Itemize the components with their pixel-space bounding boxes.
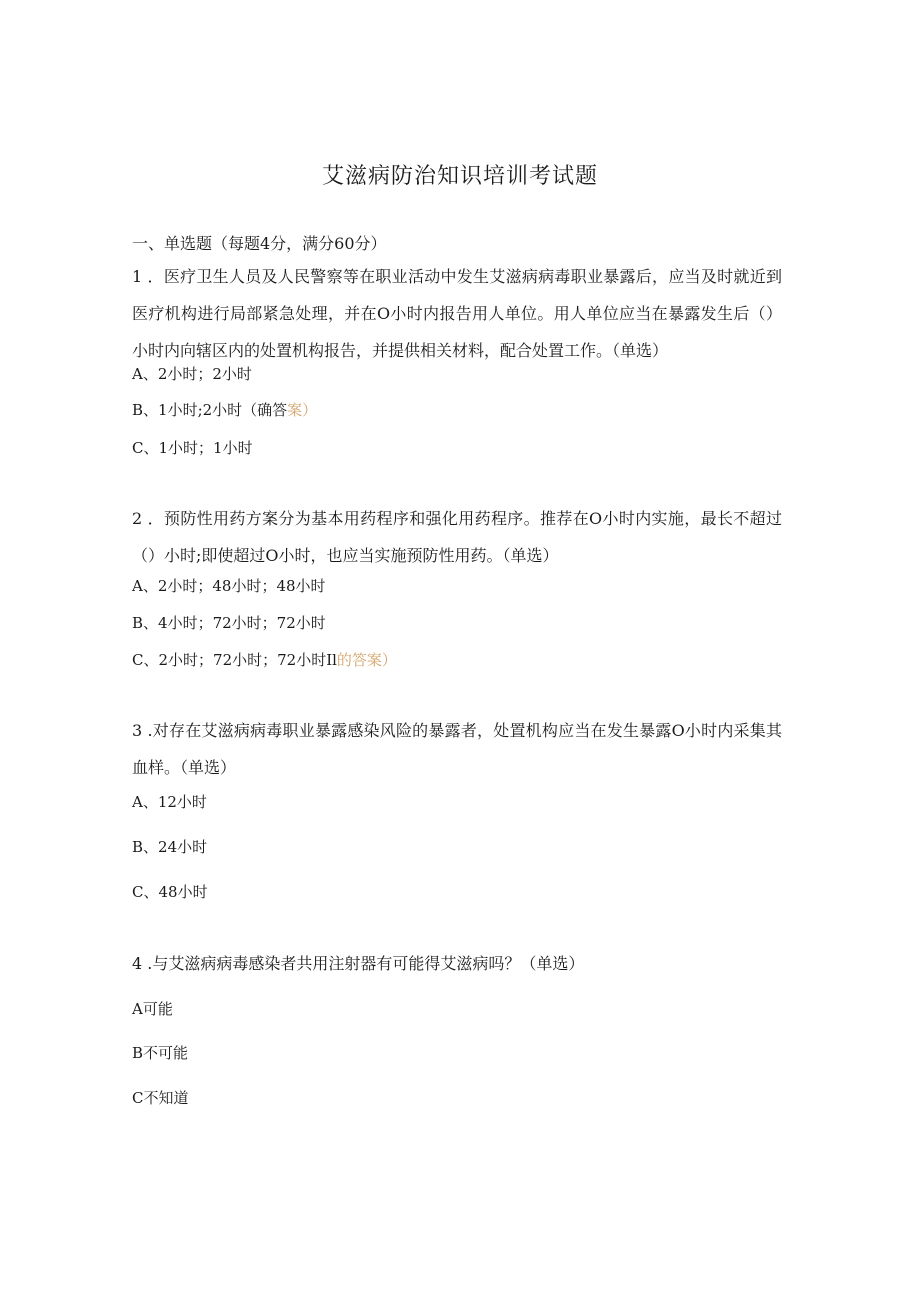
question-2-option-c bbox=[132, 648, 397, 672]
question-4-option-c bbox=[132, 1086, 188, 1110]
answer-mark: 的答案） bbox=[336, 651, 397, 669]
question-3-text: 3 .对存在艾滋病病毒职业暴露感染风险的暴露者，处置机构应当在发生暴露O小时内采集其血样。（单选） bbox=[132, 721, 782, 777]
option-text: B、4小时；72小时；72小时 bbox=[132, 614, 326, 632]
option-text: C不知道 bbox=[132, 1089, 189, 1107]
question-1-text: 1 ．医疗卫生人员及人民警察等在职业活动中发生艾滋病病毒职业暴露后，应当及时就近到医疗机构进行局部紧急处理，并在O小时内报告用人单位。用人单位应当在暴露发生后（）小时内向辖区内的处置机构报告，并提供相关材料，配合处置工作。（单选） bbox=[132, 267, 782, 360]
option-text: B不可能 bbox=[132, 1044, 189, 1062]
answer-mark: 案） bbox=[287, 401, 318, 419]
question-1-option-a bbox=[132, 362, 252, 386]
question-2-text: 2 ．预防性用药方案分为基本用药程序和强化用药程序。推荐在O小时内实施，最长不超过（）小时;即使超过O小时，也应当实施预防性用药。（单选） bbox=[132, 509, 782, 565]
option-text: A、2小时；2小时 bbox=[132, 365, 252, 383]
option-text: A、12小时 bbox=[132, 793, 207, 811]
question-1-option-b bbox=[132, 398, 317, 422]
option-text: C、2小时；72小时；72小时Il bbox=[132, 651, 337, 669]
question-4-text: 4 .与艾滋病病毒感染者共用注射器有可能得艾滋病吗？（单选） bbox=[132, 954, 585, 973]
option-text: B、1小时;2小时（确答 bbox=[132, 401, 288, 419]
option-text: C、1小时；1小时 bbox=[132, 439, 253, 457]
question-1-option-c bbox=[132, 436, 253, 460]
exam-title: 艾滋病防治知识培训考试题 bbox=[321, 164, 598, 189]
question-4-option-b bbox=[132, 1041, 188, 1065]
question-2-option-a bbox=[132, 574, 326, 598]
option-text: A、2小时；48小时；48小时 bbox=[132, 577, 326, 595]
question-2-option-b bbox=[132, 611, 326, 635]
question-3-option-c bbox=[132, 880, 208, 904]
question-3-option-b bbox=[132, 835, 207, 859]
option-text: A可能 bbox=[132, 1000, 173, 1018]
option-text: B、24小时 bbox=[132, 838, 208, 856]
question-4-option-a bbox=[132, 997, 173, 1021]
section-heading: 一、单选题（每题4分，满分60分） bbox=[132, 234, 387, 253]
question-3-option-a bbox=[132, 790, 207, 814]
option-text: C、48小时 bbox=[132, 883, 208, 901]
